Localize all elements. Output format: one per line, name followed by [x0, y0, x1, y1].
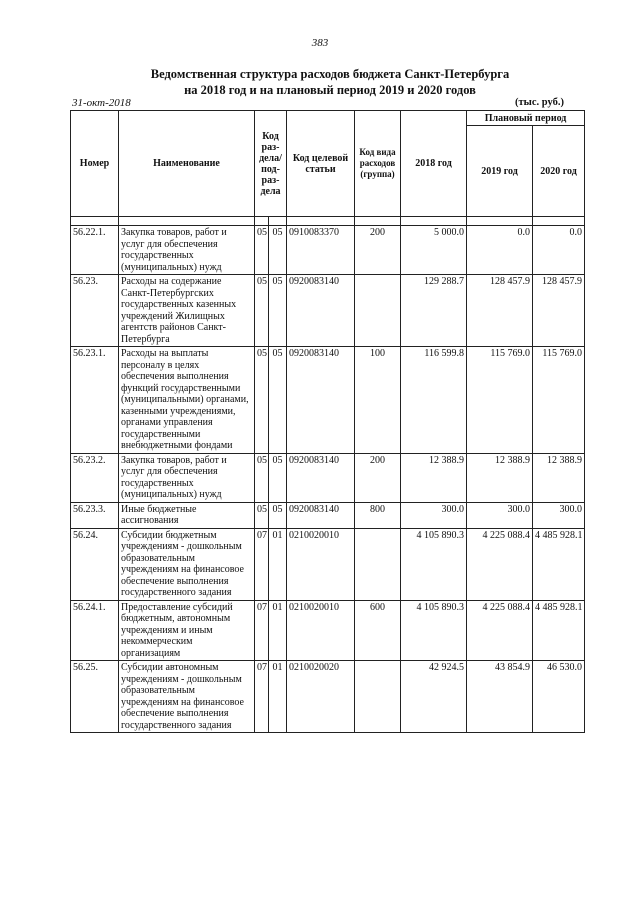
title-line-2: на 2018 год и на плановый период 2019 и 2020 годов [184, 83, 476, 97]
row-name: Закупка товаров, работ и услуг для обеспечения государственных (муниципальных) нужд [119, 453, 255, 502]
row-value-2018: 4 105 890.3 [401, 528, 467, 600]
row-name: Субсидии бюджетным учреждениям - дошкольным образовательным учреждениям на финансовое обеспечение выполнения государственного задания [119, 528, 255, 600]
row-subsection-code: 05 [269, 347, 287, 454]
header-expense-code: Код вида расходов (группа) [355, 111, 401, 217]
row-number: 56.23.3. [71, 502, 119, 528]
row-number: 56.23.1. [71, 347, 119, 454]
row-subsection-code: 05 [269, 502, 287, 528]
row-section-code: 05 [255, 226, 269, 275]
row-name: Расходы на содержание Санкт-Петербургских государственных казенных учреждений Жилищных агентств районов Санкт-Петербурга [119, 275, 255, 347]
header-section-code: Код раз-дела/ под-раз-дела [255, 111, 287, 217]
row-value-2020: 0.0 [533, 226, 585, 275]
row-name: Предоставление субсидий бюджетным, автономным учреждениям и иным некоммерческим организациям [119, 600, 255, 661]
document-title [60, 66, 600, 98]
row-target-code: 0920083140 [287, 453, 355, 502]
table-row [71, 600, 585, 661]
header-year-2019: 2019 год [467, 126, 533, 217]
row-number: 56.25. [71, 661, 119, 733]
units-label: (тыс. руб.) [515, 97, 564, 108]
row-subsection-code: 01 [269, 528, 287, 600]
row-expense-code [355, 661, 401, 733]
row-subsection-code: 05 [269, 453, 287, 502]
row-value-2019: 43 854.9 [467, 661, 533, 733]
table-row [71, 453, 585, 502]
row-number: 56.23. [71, 275, 119, 347]
row-name: Закупка товаров, работ и услуг для обеспечения государственных (муниципальных) нужд [119, 226, 255, 275]
row-target-code: 0210020010 [287, 600, 355, 661]
row-section-code: 05 [255, 347, 269, 454]
header-spacer-row [71, 217, 585, 226]
row-target-code: 0920083140 [287, 502, 355, 528]
header-target-code: Код целевой статьи [287, 111, 355, 217]
table-row [71, 275, 585, 347]
row-subsection-code: 05 [269, 226, 287, 275]
row-value-2018: 5 000.0 [401, 226, 467, 275]
row-value-2019: 4 225 088.4 [467, 600, 533, 661]
row-expense-code: 600 [355, 600, 401, 661]
row-value-2018: 4 105 890.3 [401, 600, 467, 661]
row-expense-code: 200 [355, 226, 401, 275]
row-value-2019: 128 457.9 [467, 275, 533, 347]
row-value-2020: 12 388.9 [533, 453, 585, 502]
table-row [71, 661, 585, 733]
header-plan-period: Плановый период [467, 111, 585, 126]
row-value-2020: 128 457.9 [533, 275, 585, 347]
row-value-2018: 42 924.5 [401, 661, 467, 733]
row-section-code: 07 [255, 661, 269, 733]
row-value-2019: 115 769.0 [467, 347, 533, 454]
row-subsection-code: 05 [269, 275, 287, 347]
row-value-2018: 116 599.8 [401, 347, 467, 454]
table-row [71, 528, 585, 600]
row-value-2019: 12 388.9 [467, 453, 533, 502]
row-value-2020: 300.0 [533, 502, 585, 528]
row-value-2019: 0.0 [467, 226, 533, 275]
row-target-code: 0910083370 [287, 226, 355, 275]
row-section-code: 07 [255, 528, 269, 600]
row-expense-code [355, 528, 401, 600]
row-subsection-code: 01 [269, 661, 287, 733]
row-section-code: 05 [255, 275, 269, 347]
row-value-2020: 46 530.0 [533, 661, 585, 733]
header-name: Наименование [119, 111, 255, 217]
row-expense-code [355, 275, 401, 347]
row-value-2018: 12 388.9 [401, 453, 467, 502]
row-expense-code: 200 [355, 453, 401, 502]
table-row [71, 502, 585, 528]
row-number: 56.23.2. [71, 453, 119, 502]
row-number: 56.22.1. [71, 226, 119, 275]
row-number: 56.24.1. [71, 600, 119, 661]
row-number: 56.24. [71, 528, 119, 600]
row-value-2020: 4 485 928.1 [533, 528, 585, 600]
budget-table [70, 110, 585, 733]
row-section-code: 05 [255, 453, 269, 502]
row-value-2019: 300.0 [467, 502, 533, 528]
row-target-code: 0920083140 [287, 347, 355, 454]
header-year-2018: 2018 год [401, 111, 467, 217]
table-row [71, 347, 585, 454]
row-name: Иные бюджетные ассигнования [119, 502, 255, 528]
row-name: Субсидии автономным учреждениям - дошкольным образовательным учреждениям на финансовое обеспечение выполнения государственного задания [119, 661, 255, 733]
row-section-code: 05 [255, 502, 269, 528]
row-value-2020: 4 485 928.1 [533, 600, 585, 661]
row-expense-code: 800 [355, 502, 401, 528]
header-number: Номер [71, 111, 119, 217]
row-section-code: 07 [255, 600, 269, 661]
row-target-code: 0210020020 [287, 661, 355, 733]
row-value-2018: 300.0 [401, 502, 467, 528]
row-value-2020: 115 769.0 [533, 347, 585, 454]
header-year-2020: 2020 год [533, 126, 585, 217]
row-target-code: 0920083140 [287, 275, 355, 347]
row-value-2019: 4 225 088.4 [467, 528, 533, 600]
page-number: 383 [311, 37, 329, 49]
document-date: 31-окт-2018 [72, 97, 131, 109]
row-target-code: 0210020010 [287, 528, 355, 600]
row-expense-code: 100 [355, 347, 401, 454]
row-subsection-code: 01 [269, 600, 287, 661]
table-row [71, 226, 585, 275]
row-name: Расходы на выплаты персоналу в целях обеспечения выполнения функций государственными (муниципальными) органами, казенными учреждениями, органами управления государственными внебюджетными фондами [119, 347, 255, 454]
row-value-2018: 129 288.7 [401, 275, 467, 347]
title-line-1: Ведомственная структура расходов бюджета Санкт-Петербурга [150, 67, 510, 81]
